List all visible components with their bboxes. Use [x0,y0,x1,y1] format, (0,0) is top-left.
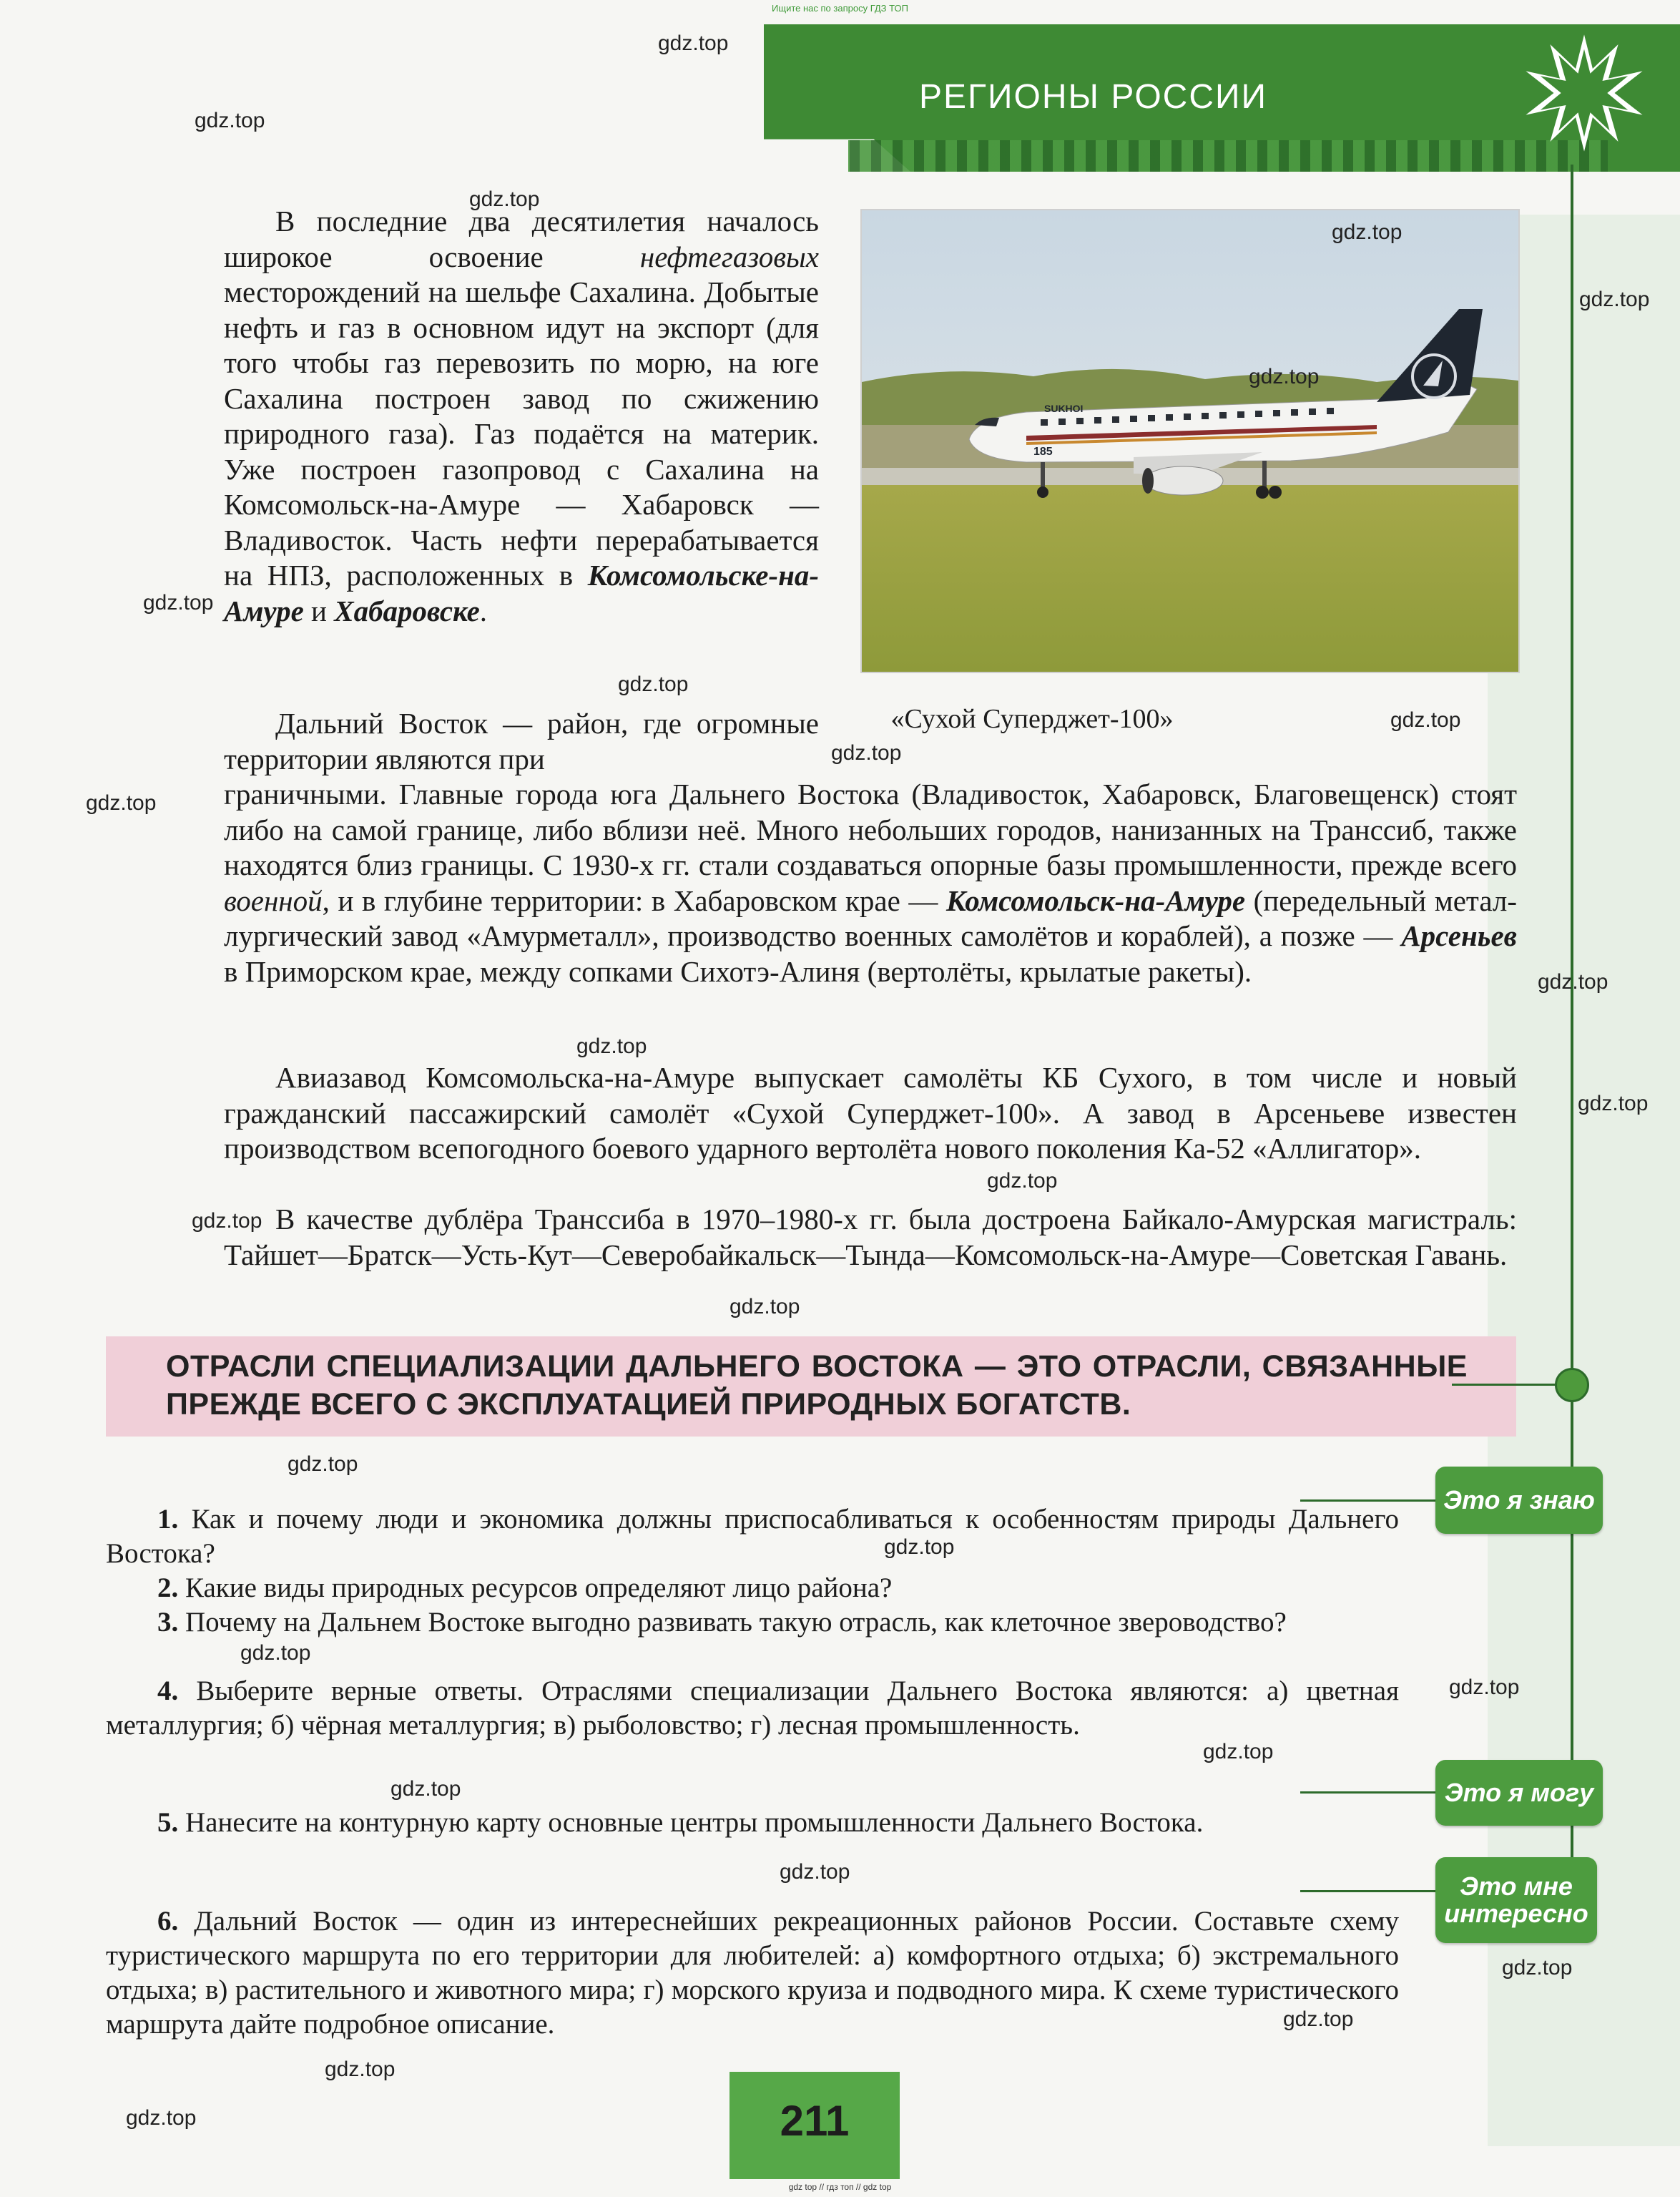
paragraph-1 [224,204,819,629]
watermark: gdz.top [195,109,265,132]
header-banner-pattern [764,140,1608,172]
p2-italic-term: военной [224,884,323,917]
watermark: gdz.top [390,1777,461,1801]
watermark: gdz.top [987,1169,1058,1193]
watermark: gdz.top [1249,365,1320,388]
timeline-dot [1555,1368,1589,1402]
watermark: gdz.top [143,591,214,615]
watermark: gdz.top [1578,1092,1649,1115]
tab-connector-can [1300,1791,1443,1794]
p1-bold-city-2: Хабаровске [334,594,480,627]
bottom-note: gdz top // гдз топ // gdz top [788,2182,892,2192]
question-text: Выберите верные ответы. Отраслями специализации Дальнего Востока являются: а) цветная металлургия; б) чёрная металлургия; в) рыболовство; г) лесная промышленность. [106,1675,1400,1741]
question-number: 3. [157,1607,179,1638]
question-text: Нанесите на контурную карту основные центры промышленности Дальнего Востока. [185,1807,1204,1838]
paragraph-4: В качестве дублёра Транссиба в 1970–1980-х гг. была достроена Байкало-Амурская магистраль: Тайшет—Братск—Усть-Кут—Северобайкальск—Тында—Комсомольск-на-Амуре—Советская Гавань. [224,1203,1517,1271]
p2-text-d: в Приморском крае, между сопками Сихотэ-Алиня (вертолёты, крылатые ракеты). [224,954,1252,988]
question-1 [106,1502,1399,1571]
p2-bold-city-1: Комсомольск-на-Амуре [945,884,1246,917]
p2-text-a: граничными. Главные города юга Дальнего Востока (Владивосток, Хабаровск, Благовещенск) стоят либо на самой границе, либо вблизи неё. Много небольших городов, нанизанных на Транссиб, также находятся близ границы. С 1930-х гг. стали создаваться опорные базы промышленности, прежде всего [224,778,1517,881]
watermark: gdz.top [658,31,729,55]
airplane-photo [860,209,1520,673]
question-4 [106,1674,1399,1743]
page-number: 211 [780,2097,850,2145]
p1-text-b: месторождений на шельфе Сахалина. Добытые нефть и газ в основном идут на экспорт (для того чтобы газ перевозить по морю, на юге Сахалина построен завод по сжижению природного газа). Газ подаётся на материк. Уже построен газопровод с Сахалина на Комсомольск-на-Амуре — Хабаровск — Владивосток. Часть нефти перерабатывается на НПЗ, расположенных в [224,275,819,592]
watermark: gdz.top [192,1209,262,1233]
question-2 [106,1571,1399,1605]
watermark: gdz.top [831,741,902,765]
photo-caption: «Сухой Суперджет-100» [890,704,1174,734]
question-number: 1. [157,1504,179,1535]
question-6 [106,1904,1399,2042]
star-icon [1523,32,1645,154]
watermark: gdz.top [1538,970,1608,994]
question-text: Какие виды природных ресурсов определяют лицо района? [185,1572,893,1603]
tab-this-i-know[interactable]: Это я знаю [1435,1467,1603,1534]
paragraph-2-start: Дальний Восток — район, где огромные территории являются при [224,707,819,775]
sukhoi-superjet-image [862,210,1518,672]
question-5 [106,1806,1399,1840]
question-number: 5. [157,1807,179,1838]
p2-text-c: (передельный металлургический завод «Амурметалл», производство военных самолётов и кораблей), а позже — [224,884,1517,952]
watermark: gdz.top [1283,2007,1354,2031]
top-note: Ищите нас по запросу ГДЗ ТОП [772,3,908,14]
p1-text-a: В последние два десятилетия началось широкое освоение [224,205,819,273]
watermark: gdz.top [780,1860,850,1884]
watermark: gdz.top [618,672,689,696]
p2-text-b: , и в глубине территории: в Хабаровском крае — [322,884,946,917]
watermark: gdz.top [884,1535,955,1559]
livery-text: SUKHOI [1044,403,1084,414]
side-timeline-line [1571,165,1573,1882]
highlight-text: ОТРАСЛИ СПЕЦИАЛИЗАЦИИ ДАЛЬНЕГО ВОСТОКА — ЭТО ОТРАСЛИ, СВЯЗАННЫЕ ПРЕЖДЕ ВСЕГО С ЭКСПЛУАТАЦИЕЙ ПРИРОДНЫХ БОГАТСТВ. [166,1349,1468,1422]
paragraph-3: Авиазавод Комсомольска-на-Амуре выпускает самолёты КБ Сухого, в том числе и новый гражданский пассажирский самолёт «Сухой Суперджет-100». А завод в Арсеньеве известен производством всепогодного боевого ударного вертолёта нового поколения Ка-52 «Аллигатор». [224,1061,1517,1165]
p1-italic-term: нефтегазовых [639,240,819,273]
watermark: gdz.top [1203,1740,1274,1763]
watermark: gdz.top [1332,220,1403,244]
question-number: 6. [157,1906,179,1937]
question-text: Дальний Восток — один из интереснейших рекреационных районов России. Составьте схему туристического маршрута по его территории для любителей: а) комфортного отдыха; б) экстремального отдыха; в) растительного и животного мира; г) морского круиза и подводного мира. К схеме туристического маршрута дайте подробное описание. [106,1906,1400,2040]
watermark: gdz.top [86,791,157,815]
watermark: gdz.top [126,2106,197,2130]
watermark: gdz.top [1502,1956,1573,1980]
tail-number: 185 [1033,446,1053,458]
paragraph-2-cont [224,777,1517,989]
question-text: Почему на Дальнем Востоке выгодно развивать такую отрасль, как клеточное звероводство? [185,1607,1287,1638]
watermark: gdz.top [240,1641,311,1665]
watermark: gdz.top [288,1452,358,1476]
p1-text-c: и [303,594,335,627]
watermark: gdz.top [1390,708,1461,732]
timeline-connector [1452,1384,1559,1386]
watermark: gdz.top [576,1034,647,1058]
tab-this-interests-me[interactable]: Это мне интересно [1435,1857,1597,1943]
watermark: gdz.top [1579,288,1650,311]
tab-connector-interest [1300,1890,1443,1892]
p1-bold-city-1: Комсомольске-на-Амуре [224,559,819,627]
section-title: РЕГИОНЫ РОССИИ [919,78,1267,116]
p1-text-d: . [479,594,488,627]
tab-connector-know [1300,1499,1443,1502]
p2-bold-city-2: Арсеньев [1401,919,1517,952]
tab-this-i-can[interactable]: Это я могу [1435,1760,1603,1826]
question-text: Как и почему люди и экономика должны приспосабливаться к особенностям природы Дальнего Востока? [106,1504,1400,1569]
question-number: 4. [157,1675,179,1706]
watermark: gdz.top [1449,1675,1520,1699]
watermark: gdz.top [325,2057,396,2081]
watermark: gdz.top [469,187,540,211]
watermark: gdz.top [730,1295,800,1318]
question-number: 2. [157,1572,179,1603]
question-3 [106,1605,1399,1640]
